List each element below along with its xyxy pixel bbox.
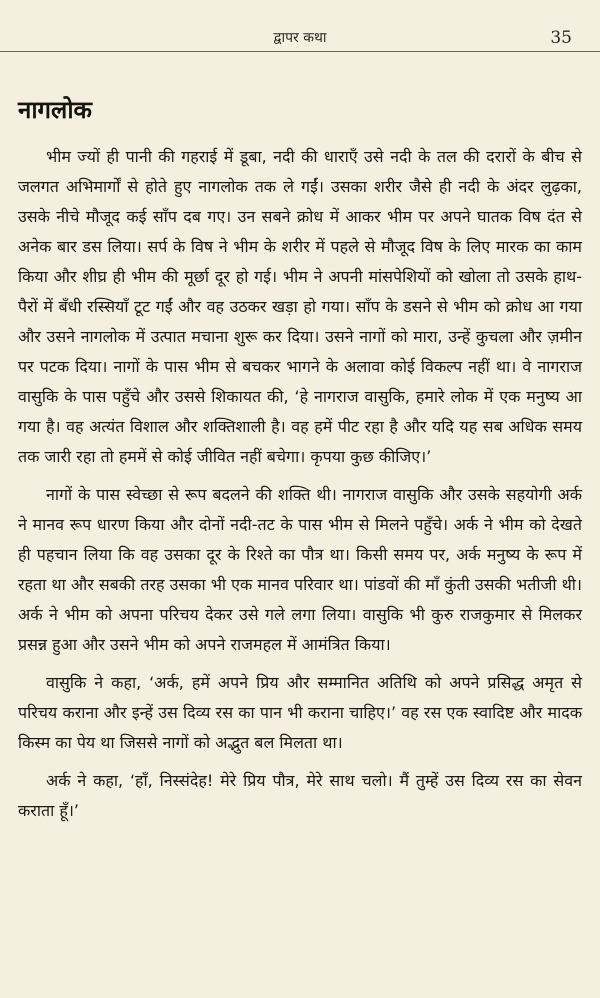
paragraph-2: नागों के पास स्वेच्छा से रूप बदलने की शक्ति थी। नागराज वासुकि और उसके सहयोगी अर्क ने मानव रूप धारण किया और दोनों नदी-तट के पास भीम से मिलने पहुँचे। अर्क ने भीम को देखते ही पहचान लिया कि वह उसका दूर के रिश्ते का पौत्र था। किसी समय पर, अर्क मनुष्य के रूप में रहता था और सबकी तरह उसका भी एक मानव परिवार था। पांडवों की माँ कुंती उसकी भतीजी थी। अर्क ने भीम को अपना परिचय देकर उसे गले लगा लिया। वासुकि भी कुरु राजकुमार से मिलकर प्रसन्न हुआ और उसने भीम को अपने राजमहल में आमंत्रित किया।	[18, 485, 582, 654]
chapter-title: नागलोक	[18, 96, 92, 124]
paragraph-3: वासुकि ने कहा, ‘अर्क, हमें अपने प्रिय और सम्मानित अतिथि को अपने प्रसिद्ध अमृत से परिचय कराना और इन्हें उस दिव्य रस का पान भी कराना चाहिए।’ वह रस एक स्वादिष्ट और मादक किस्म का पेय था जिससे नागों को अद्भुत बल मिलता था।	[18, 673, 582, 752]
chapter-body	[18, 142, 582, 834]
running-header	[0, 28, 600, 52]
running-title: द्वापर कथा	[273, 30, 327, 46]
paragraph-4: अर्क ने कहा, ‘हाँ, निस्संदेह! मेरे प्रिय पौत्र, मेरे साथ चलो। मैं तुम्हें उस दिव्य रस का सेवन कराता हूँ।’	[18, 771, 582, 820]
paragraph-1: भीम ज्यों ही पानी की गहराई में डूबा, नदी की धाराएँ उसे नदी के तल की दरारों के बीच से जलगत अभिमार्गों से होते हुए नागलोक तक ले गईं। उसका शरीर जैसे ही नदी के अंदर लुढ़का, उसके नीचे मौजूद कई साँप दब गए। उन सबने क्रोध में आकर भीम पर अपने घातक विष दंत से अनेक बार डस लिया। सर्प के विष ने भीम के शरीर में पहले से मौजूद विष के लिए मारक का काम किया और शीघ्र ही भीम की मूर्छा दूर हो गई। भीम ने अपनी मांसपेशियों को खोला तो उसके हाथ-पैरों में बँधी रस्सियाँ टूट गईं और वह उठकर खड़ा हो गया। साँप के डसने से भीम को क्रोध आ गया और उसने नागलोक में उत्पात मचाना शुरू कर दिया। उसने नागों को मारा, उन्हें कुचला और ज़मीन पर पटक दिया। नागों के पास भीम से बचकर भागने के अलावा कोई विकल्प नहीं था। वे नागराज वासुकि के पास पहुँचे और उससे शिकायत की, ‘हे नागराज वासुकि, हमारे लोक में एक मनुष्य आ गया है। वह अत्यंत विशाल और शक्तिशाली है। वह हमें पीट रहा है और यदि यह सब अधिक समय तक जारी रहा तो हममें से कोई जीवित नहीं बचेगा। कृपया कुछ कीजिए।’	[18, 147, 582, 466]
page-number: 35	[550, 28, 572, 48]
